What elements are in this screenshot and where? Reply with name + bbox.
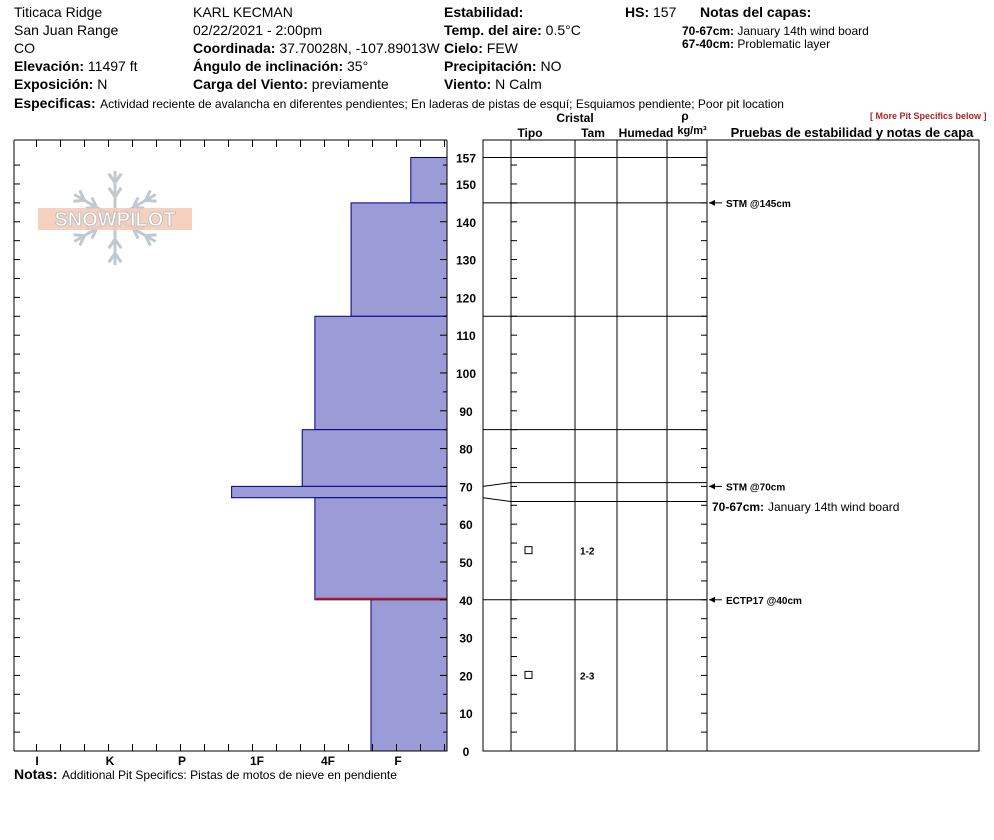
layer-note-2-text: Problematic layer [737,37,831,51]
table-frame [483,140,979,751]
col-density-header: kg/m³ [677,125,707,137]
wind-value: N Calm [495,76,542,92]
more-specifics-link[interactable]: [ More Pit Specifics below ] [870,111,987,121]
stability-test-label-2: ECTP17 @40cm [726,595,802,607]
hardness-label-P: P [177,754,187,768]
snowflake-branch [146,235,157,236]
stability-test-label-1: STM @70cm [726,482,786,494]
col-tests-header: Pruebas de estabilidad y notas de capa [730,125,974,140]
layer-table [483,140,979,751]
grain-type-column [525,547,595,683]
chart-layer-note-range: 70-67cm: [712,500,765,514]
state-name: CO [14,40,35,56]
elevation-label: Elevación: [14,58,85,74]
arrow-left-icon [709,483,715,489]
col-size-header: Tam [581,126,605,140]
arrow-left-icon [709,597,715,603]
air-temp-label: Temp. del aire: [444,22,542,38]
wind-load-value: previamente [311,76,389,92]
layer-note-2-range: 67-40cm: [682,37,735,51]
hs-value: 157 [653,4,677,20]
col-rho-header: ρ [681,109,689,123]
hardness-label-I: I [35,754,39,768]
hardness-layer-4 [232,486,447,497]
stability-test-label-0: STM @145cm [726,198,791,210]
y-tick-label-150: 150 [455,177,477,192]
hardness-label-4F: 4F [320,754,336,768]
wind-label: Viento: [444,76,492,92]
hardness-layer-2 [315,316,447,429]
layer-connector-71 [483,483,511,487]
layer-notes-title: Notas del capas: [700,4,812,20]
y-tick-label-110: 110 [456,329,476,344]
y-tick-label-30: 30 [459,631,473,646]
aspect-value: N [97,76,108,92]
coordinates-label: Coordinada: [193,40,276,56]
aspect-label: Exposición: [14,76,94,92]
grain-symbol-icon [525,671,532,678]
y-tick-label-70: 70 [459,480,473,495]
specifics-label: Especificas: [14,95,96,111]
stability-tests [709,199,802,607]
y-tick-label-90: 90 [459,404,473,419]
chart-layer-note-text: January 14th wind board [768,500,900,514]
snowflake-branch [74,200,85,201]
y-tick-label-100: 100 [455,366,477,381]
wind-load-label: Carga del Viento: [193,76,308,92]
layer-connector-66 [483,498,511,502]
y-tick-label-130: 130 [455,253,477,268]
y-tick-label-120: 120 [455,291,477,306]
arrow-left-icon [709,200,715,206]
precip-label: Precipitación: [444,58,537,74]
observation-datetime: 02/22/2021 - 2:00pm [193,22,323,38]
coordinates-value: 37.70028N, -107.89013W [279,40,440,56]
hardness-label-1F: 1F [249,754,265,768]
observer-name: KARL KECMAN [193,4,293,20]
hs-label: HS: [625,4,650,20]
sky-label: Cielo: [444,40,483,56]
notes-line [14,766,397,784]
col-type-header: Tipo [517,126,543,140]
grain-size-0: 1-2 [580,546,595,558]
y-tick-label-60: 60 [459,518,473,533]
snowflake-branch [146,200,157,201]
y-tick-label-80: 80 [459,442,473,457]
hardness-layer-6 [371,600,447,751]
layer-note-1-text: January 14th wind board [737,24,869,38]
hardness-label-K: K [105,754,115,768]
grain-symbol-icon [525,547,532,554]
precip-value: NO [540,58,562,74]
hardness-layer-0 [411,158,447,203]
hardness-layer-1 [351,203,447,316]
location-name: Titicaca Ridge [14,4,103,20]
snowflake-branch [74,235,85,236]
hardness-layers [232,158,447,752]
notes-text: Additional Pit Specifics: Pistas de motos de nieve en pendiente [62,768,397,782]
hardness-layer-3 [302,430,447,487]
y-tick-label-20: 20 [459,669,473,684]
y-tick-label-40: 40 [459,593,473,608]
y-tick-label-50: 50 [459,555,473,570]
specifics-text: Actividad reciente de avalancha en diferentes pendientes; En laderas de pistas de esquí; Esquiamos pendiente; Poor pit location [100,97,784,111]
notes-label: Notas: [14,766,58,782]
slope-label: Ángulo de inclinación: [193,58,344,74]
sky-value: FEW [486,40,518,56]
elevation-value: 11497 ft [87,58,138,74]
snowpilot-logo [38,171,192,265]
col-moisture-header: Humedad [618,126,674,140]
hardness-layer-5 [315,498,447,600]
y-tick-label-10: 10 [459,707,473,722]
y-tick-label-140: 140 [455,215,477,230]
logo-text: SNOWPILOT [54,209,176,231]
hardness-label-F: F [394,754,402,768]
air-temp-value: 0.5°C [545,22,581,38]
grain-size-1: 2-3 [580,671,595,683]
y-tick-label-0: 0 [462,745,470,759]
layer-note-1-range: 70-67cm: [682,24,735,38]
slope-value: 35° [347,58,369,74]
stability-label: Estabilidad: [444,4,524,20]
y-tick-label-157: 157 [455,151,477,166]
range-name: San Juan Range [14,22,119,38]
col-crystal-header: Cristal [556,111,594,125]
